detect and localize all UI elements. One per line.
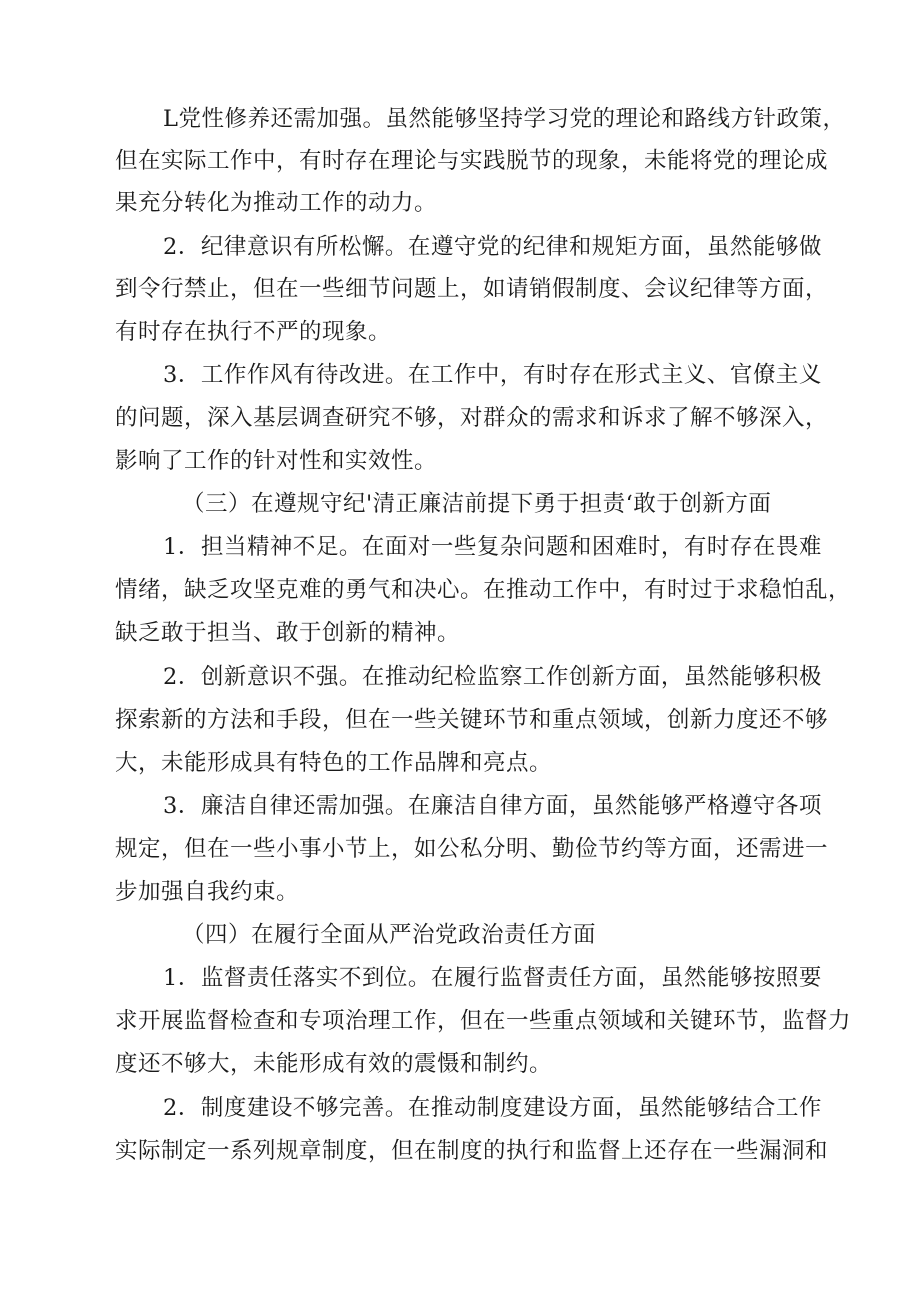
paragraph-2-line-2: 到令行禁止，但在一些细节问题上，如请销假制度、会议纪律等方面，: [115, 276, 829, 302]
paragraph-1-line-1: L党性修养还需加强。虽然能够坚持学习党的理论和路线方针政策，: [163, 106, 846, 132]
paragraph-7-line-3: 步加强自我约束。: [115, 879, 300, 905]
section-heading-3: （三）在遵规守纪'清正廉洁前提下勇于担责‘敢于创新方面: [182, 491, 772, 517]
paragraph-6-line-1: 2．创新意识不强。在推动纪检监察工作创新方面，虽然能够积极: [163, 664, 822, 690]
paragraph-5-line-1: 1．担当精神不足。在面对一些复杂问题和困难时，有时存在畏难: [163, 534, 822, 560]
paragraph-7-line-2: 规定，但在一些小事小节上，如公私分明、勤俭节约等方面，还需进一: [115, 836, 829, 862]
section-heading-4: （四）在履行全面从严治党政治责任方面: [182, 922, 597, 948]
paragraph-9-line-1: 1．监督责任落实不到位。在履行监督责任方面，虽然能够按照要: [163, 965, 822, 991]
paragraph-2-line-3: 有时存在执行不严的现象。: [115, 319, 392, 345]
paragraph-6-line-3: 大，未能形成具有特色的工作品牌和亮点。: [115, 750, 553, 776]
paragraph-10-line-1: 2．制度建设不够完善。在推动制度建设方面，虽然能够结合工作: [163, 1095, 822, 1121]
paragraph-9-line-3: 度还不够大，未能形成有效的震慑和制约。: [115, 1051, 553, 1077]
paragraph-1-line-3: 果充分转化为推动工作的动力。: [115, 190, 438, 216]
paragraph-6-line-2: 探索新的方法和手段，但在一些关键环节和重点领域，创新力度还不够: [115, 707, 829, 733]
paragraph-5-line-2: 情绪，缺乏攻坚克难的勇气和决心。在推动工作中，有时过于求稳怕乱，: [115, 577, 852, 603]
paragraph-1-line-2: 但在实际工作中，有时存在理论与实践脱节的现象，未能将党的理论成: [115, 148, 829, 174]
paragraph-3-line-3: 影响了工作的针对性和实效性。: [115, 448, 438, 474]
paragraph-3-line-1: 3．工作作风有待改进。在工作中，有时存在形式主义、官僚主义: [163, 362, 822, 388]
paragraph-7-line-1: 3．廉洁自律还需加强。在廉洁自律方面，虽然能够严格遵守各项: [163, 793, 822, 819]
paragraph-10-line-2: 实际制定一系列规章制度，但在制度的执行和监督上还存在一些漏洞和: [115, 1138, 829, 1164]
paragraph-9-line-2: 求开展监督检查和专项治理工作，但在一些重点领域和关键环节，监督力: [115, 1008, 852, 1034]
paragraph-2-line-1: 2．纪律意识有所松懈。在遵守党的纪律和规矩方面，虽然能够做: [163, 234, 822, 260]
paragraph-5-line-3: 缺乏敢于担当、敢于创新的精神。: [115, 620, 461, 646]
paragraph-3-line-2: 的问题，深入基层调查研究不够，对群众的需求和诉求了解不够深入，: [115, 405, 829, 431]
